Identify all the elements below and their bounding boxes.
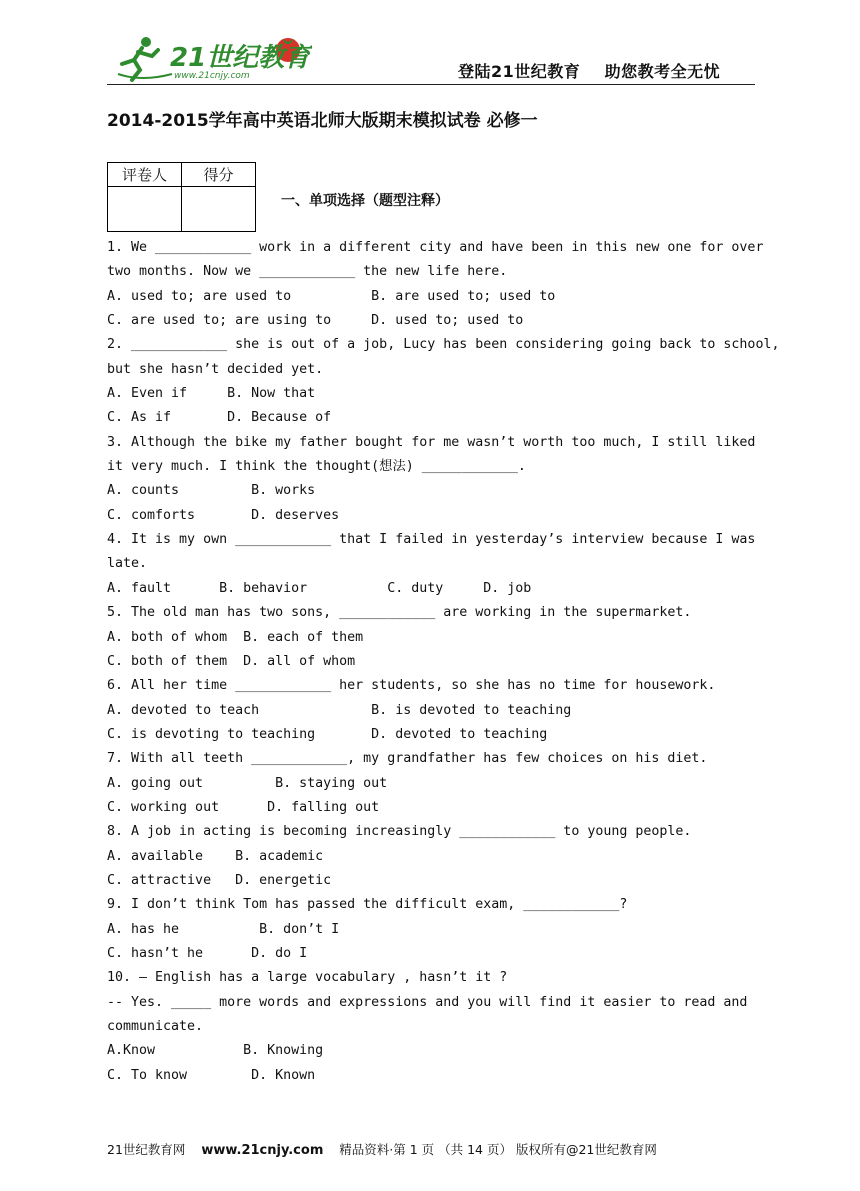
text-line: C. To know D. Known bbox=[107, 1067, 316, 1083]
text-line: late. bbox=[107, 556, 148, 572]
text-line: C. is devoting to teaching D. devoted to teaching bbox=[107, 726, 548, 742]
score-header: 得分 bbox=[182, 163, 256, 187]
footer-site: www.21cnjy.com bbox=[201, 1143, 324, 1158]
text-line: two months. Now we ____________ the new life here. bbox=[107, 264, 508, 280]
text-line: A. used to; are used to B. are used to; used to bbox=[107, 288, 556, 304]
text-line: A. available B. academic bbox=[107, 848, 324, 864]
text-line: C. attractive D. energetic bbox=[107, 872, 332, 888]
text-line: A. counts B. works bbox=[107, 483, 316, 499]
text-line: A. Even if B. Now that bbox=[107, 386, 316, 402]
text-line: C. are used to; are using to D. used to; used to bbox=[107, 313, 524, 329]
text-line: it very much. I think the thought(想法) ____________. bbox=[107, 459, 526, 475]
text-line: 4. It is my own ____________ that I failed in yesterday’s interview because I was bbox=[107, 532, 756, 548]
footer-left: 21世纪教育网 bbox=[107, 1142, 186, 1157]
text-line: A. devoted to teach B. is devoted to teaching bbox=[107, 702, 572, 718]
question-list bbox=[107, 239, 780, 1091]
text-line: A. both of whom B. each of them bbox=[107, 629, 364, 645]
text-line: 3. Although the bike my father bought for me wasn’t worth too much, I still liked bbox=[107, 434, 756, 450]
text-line: 7. With all teeth ____________, my grandfather has few choices on his diet. bbox=[107, 751, 708, 767]
footer-right: 精品资料·第 1 页 （共 14 页） 版权所有@21世纪教育网 bbox=[339, 1142, 657, 1157]
score-table bbox=[107, 162, 256, 232]
text-line: A. fault B. behavior C. duty D. job bbox=[107, 580, 532, 596]
text-line: 1. We ____________ work in a different city and have been in this new one for over bbox=[107, 240, 764, 255]
text-line: C. hasn’t he D. do I bbox=[107, 945, 308, 961]
text-line: 8. A job in acting is becoming increasingly ____________ to young people. bbox=[107, 824, 692, 840]
text-line: A. going out B. staying out bbox=[107, 775, 388, 791]
text-line: C. As if D. Because of bbox=[107, 410, 332, 426]
text-line: C. comforts D. deserves bbox=[107, 507, 340, 523]
text-line: C. both of them D. all of whom bbox=[107, 653, 356, 669]
text-line: 6. All her time ____________ her students, so she has no time for housework. bbox=[107, 678, 716, 694]
text-line: 9. I don’t think Tom has passed the difficult exam, ____________? bbox=[107, 897, 628, 913]
logo-text: 21世纪教育 bbox=[170, 43, 311, 73]
document-title: 2014-2015学年高中英语北师大版期末模拟试卷 必修一 bbox=[107, 111, 538, 131]
grader-header: 评卷人 bbox=[108, 163, 182, 187]
text-line: -- Yes. _____ more words and expressions and you will find it easier to read and bbox=[107, 994, 748, 1010]
slogan-left: 登陆21世纪教育 bbox=[458, 62, 581, 81]
grader-cell bbox=[108, 187, 182, 232]
runner-icon bbox=[118, 37, 172, 80]
text-line: A. has he B. don’t I bbox=[107, 921, 340, 937]
logo-url: www.21cnjy.com bbox=[174, 71, 250, 81]
text-line: 2. ____________ she is out of a job, Lucy has been considering going back to school, bbox=[107, 337, 780, 353]
text-line: A.Know B. Knowing bbox=[107, 1043, 324, 1059]
header-slogan bbox=[458, 59, 720, 82]
score-cell bbox=[182, 187, 256, 232]
section-heading: 一、单项选择（题型注释） bbox=[281, 193, 449, 209]
site-logo bbox=[112, 30, 312, 84]
page-footer bbox=[107, 1140, 657, 1158]
slogan-right: 助您教考全无忧 bbox=[604, 62, 721, 81]
header-divider bbox=[107, 84, 755, 85]
text-line: communicate. bbox=[107, 1019, 204, 1034]
text-line: 10. – English has a large vocabulary , hasn’t it ? bbox=[107, 970, 508, 986]
text-line: C. working out D. falling out bbox=[107, 799, 380, 815]
text-line: but she hasn’t decided yet. bbox=[107, 361, 324, 377]
text-line: 5. The old man has two sons, ____________ are working in the supermarket. bbox=[107, 605, 692, 621]
